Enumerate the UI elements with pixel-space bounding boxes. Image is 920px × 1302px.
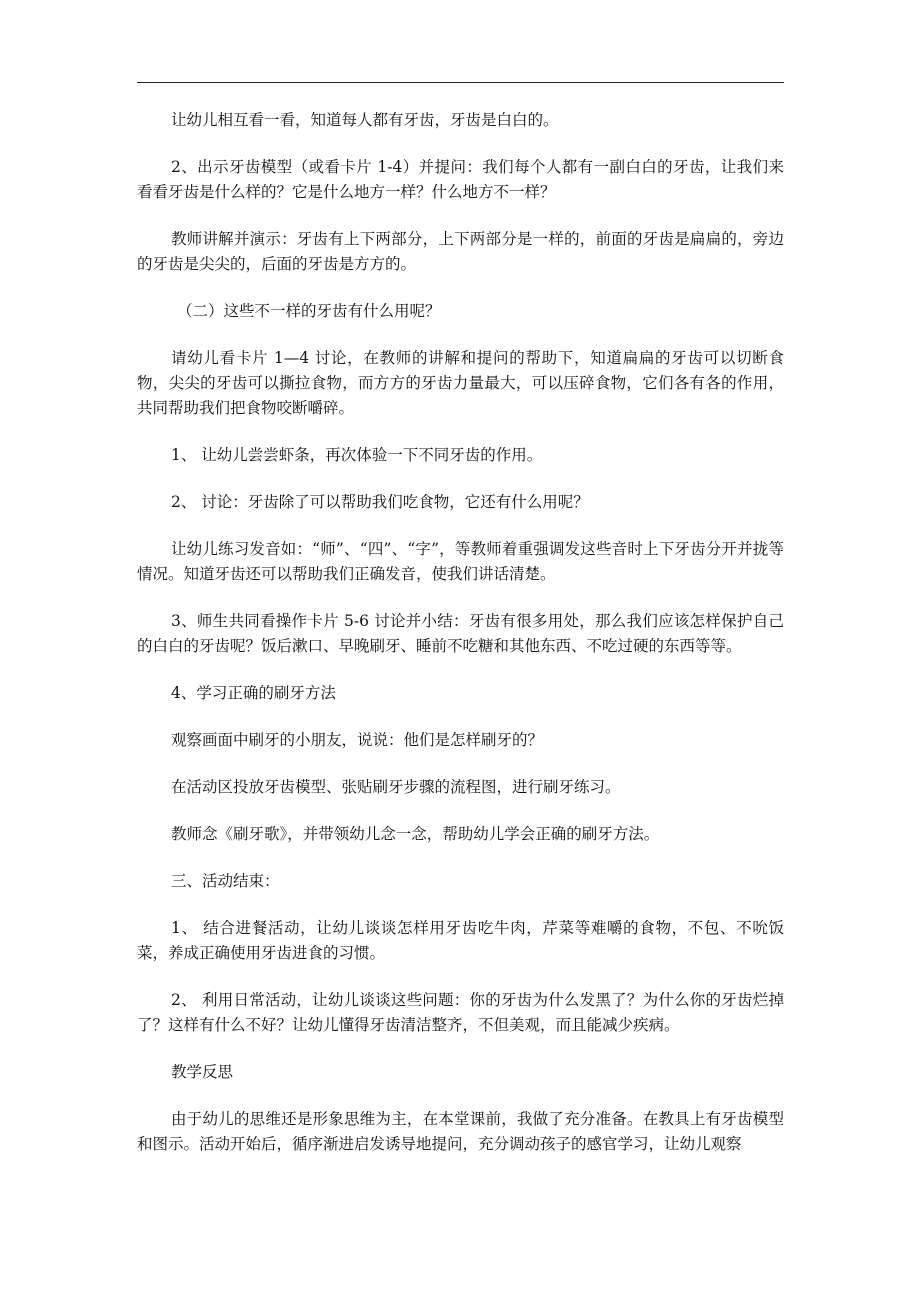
paragraph-reflection: 由于幼儿的思维还是形象思维为主，在本堂课前，我做了充分准备。在教具上有牙齿模型和图示。活动开始后，循序渐进启发诱导地提问，充分调动孩子的感官学习，让幼儿观察 xyxy=(137,1110,784,1153)
paragraph-card-discussion: 请幼儿看卡片 1—4 讨论，在教师的讲解和提问的帮助下，知道扁扁的牙齿可以切断食物，尖尖的牙齿可以撕拉食物，而方方的牙齿力量最大，可以压碎食物，它们各有各的作用，共同帮助我们把食物咬断嚼碎。 xyxy=(137,349,784,417)
paragraph-show-teeth-model: 2、出示牙齿模型（或看卡片 1-4）并提问：我们每个人都有一副白白的牙齿，让我们来看看牙齿是什么样的？它是什么地方一样？什么地方不一样？ xyxy=(137,158,784,201)
header-rule xyxy=(137,82,784,83)
paragraph-brushing-song: 教师念《刷牙歌》，并带领幼儿念一念，帮助幼儿学会正确的刷牙方法。 xyxy=(171,825,660,843)
paragraph-meal-activity: 1、 结合进餐活动，让幼儿谈谈怎样用牙齿吃牛肉，芹菜等难嚼的食物，不包、不吮饭菜，养成正确使用牙齿进食的习惯。 xyxy=(137,919,784,962)
section-heading-activity-end: 三、活动结束： xyxy=(171,872,280,890)
paragraph-activity-area: 在活动区投放牙齿模型、张贴刷牙步骤的流程图，进行刷牙练习。 xyxy=(171,778,621,796)
paragraph-observe-each-other: 让幼儿相互看一看，知道每人都有牙齿，牙齿是白白的。 xyxy=(171,111,559,129)
paragraph-discuss-uses: 2、 讨论：牙齿除了可以帮助我们吃食物，它还有什么用呢？ xyxy=(171,493,589,511)
paragraph-brushing-method: 4、学习正确的刷牙方法 xyxy=(171,684,336,702)
paragraph-taste-shrimp: 1、 让幼儿尝尝虾条，再次体验一下不同牙齿的作用。 xyxy=(171,446,543,464)
paragraph-protect-teeth: 3、师生共同看操作卡片 5-6 讨论并小结：牙齿有很多用处，那么我们应该怎样保护自己的白白的牙齿呢？饭后漱口、早晚刷牙、睡前不吃糖和其他东西、不吃过硬的东西等等。 xyxy=(137,612,784,655)
section-heading-teaching-reflection: 教学反思 xyxy=(171,1063,234,1081)
paragraph-teacher-demo: 教师讲解并演示：牙齿有上下两部分，上下两部分是一样的，前面的牙齿是扁扁的，旁边的牙齿是尖尖的，后面的牙齿是方方的。 xyxy=(137,230,784,273)
paragraph-observe-brushing: 观察画面中刷牙的小朋友，说说：他们是怎样刷牙的？ xyxy=(171,731,544,749)
paragraph-pronunciation: 让幼儿练习发音如：“师”、“四”、“字”，等教师着重强调发这些音时上下牙齿分开并拢等情况。知道牙齿还可以帮助我们正确发音，使我们讲话清楚。 xyxy=(137,540,784,583)
section-heading-teeth-uses: （二）这些不一样的牙齿有什么用呢？ xyxy=(177,302,441,320)
document-body xyxy=(137,108,784,1179)
paragraph-daily-activity: 2、 利用日常活动，让幼儿谈谈这些问题：你的牙齿为什么发黑了？为什么你的牙齿烂掉了？这样有什么不好？让幼儿懂得牙齿清洁整齐，不但美观，而且能减少疾病。 xyxy=(137,991,784,1034)
